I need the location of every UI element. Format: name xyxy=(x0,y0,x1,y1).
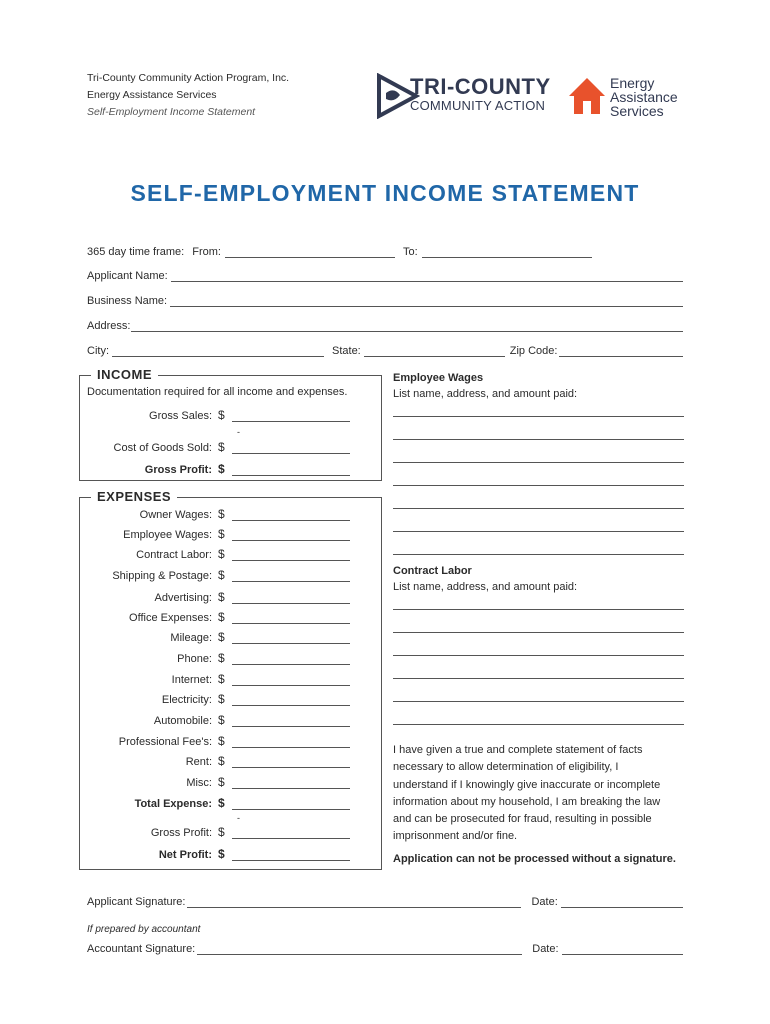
expense-row xyxy=(74,672,350,686)
employee-wages-line[interactable] xyxy=(393,439,684,440)
income-gross-profit-label: Gross Profit: xyxy=(144,464,212,476)
eas-text xyxy=(610,76,678,118)
expense-label: Phone: xyxy=(177,653,212,665)
expense-currency: $ xyxy=(218,568,225,582)
zip-field[interactable] xyxy=(559,345,683,357)
signature-required-note: Application can not be processed without a signature. xyxy=(393,853,676,865)
contract-labor-line[interactable] xyxy=(393,701,684,702)
expense-row xyxy=(74,630,350,644)
org-name: Tri-County Community Action Program, Inc. xyxy=(87,72,290,84)
accountant-signature-field[interactable] xyxy=(197,943,522,955)
expense-label: Mileage: xyxy=(170,632,212,644)
expense-currency: $ xyxy=(218,590,225,604)
expense-label: Office Expenses: xyxy=(129,612,212,624)
expense-row xyxy=(74,692,350,706)
gross-sales-currency: $ xyxy=(218,408,225,422)
applicant-name-label: Applicant Name: xyxy=(87,270,168,282)
eas-line1: Energy xyxy=(610,75,655,91)
employee-wages-line[interactable] xyxy=(393,554,684,555)
address-label: Address: xyxy=(87,320,131,332)
expense-label: Electricity: xyxy=(161,694,212,706)
expense-currency: $ xyxy=(218,672,225,686)
expense-label: Rent: xyxy=(185,756,212,768)
employee-wages-field[interactable] xyxy=(232,530,350,541)
net-profit-row xyxy=(74,847,350,861)
shipping-field[interactable] xyxy=(232,571,350,582)
state-field[interactable] xyxy=(364,345,505,357)
expense-label: Employee Wages: xyxy=(123,529,212,541)
electricity-field[interactable] xyxy=(232,695,350,706)
expense-row xyxy=(74,507,350,521)
internet-field[interactable] xyxy=(232,675,350,686)
business-name-row xyxy=(87,295,683,307)
contract-labor-title: Contract Labor xyxy=(393,565,472,577)
expense-currency: $ xyxy=(218,734,225,748)
employee-wages-line[interactable] xyxy=(393,416,684,417)
applicant-signature-label: Applicant Signature: xyxy=(87,896,186,908)
expense-minus: - xyxy=(237,813,240,823)
total-expense-label: Total Expense: xyxy=(134,798,212,810)
expense-row xyxy=(74,734,350,748)
gross-sales-label: Gross Sales: xyxy=(149,410,212,422)
contract-labor-line[interactable] xyxy=(393,632,684,633)
misc-field[interactable] xyxy=(232,778,350,789)
mileage-field[interactable] xyxy=(232,633,350,644)
employee-wages-line[interactable] xyxy=(393,462,684,463)
header-block xyxy=(87,70,289,121)
logo-main-line1: TRI-COUNTY xyxy=(410,74,551,99)
employee-wages-line[interactable] xyxy=(393,508,684,509)
accountant-date-field[interactable] xyxy=(562,943,683,955)
business-name-field[interactable] xyxy=(170,295,683,307)
expense-row xyxy=(74,590,350,604)
page-title: SELF-EMPLOYMENT INCOME STATEMENT xyxy=(130,180,640,206)
employee-wages-sub: List name, address, and amount paid: xyxy=(393,388,578,400)
expense-row xyxy=(74,775,350,789)
expenses-gross-profit-currency: $ xyxy=(218,825,225,839)
eas-line2: Assistance xyxy=(610,89,678,105)
net-profit-field[interactable] xyxy=(232,850,350,861)
expense-label: Owner Wages: xyxy=(139,509,212,521)
expense-label: Advertising: xyxy=(154,592,212,604)
expense-currency: $ xyxy=(218,527,225,541)
applicant-signature-row xyxy=(87,896,683,908)
income-gross-profit-currency: $ xyxy=(218,462,225,476)
expenses-gross-profit-field[interactable] xyxy=(232,828,350,839)
expense-label: Contract Labor: xyxy=(136,549,212,561)
contract-labor-field[interactable] xyxy=(232,550,350,561)
applicant-name-row xyxy=(87,270,683,282)
expense-row xyxy=(74,547,350,561)
house-icon xyxy=(567,76,607,116)
gross-sales-field[interactable] xyxy=(232,411,350,422)
rent-field[interactable] xyxy=(232,757,350,768)
timeframe-row xyxy=(87,246,687,258)
income-note: Documentation required for all income and expenses. xyxy=(87,386,348,398)
employee-wages-title: Employee Wages xyxy=(393,372,484,384)
expense-row xyxy=(74,754,350,768)
expense-label: Professional Fee's: xyxy=(118,736,212,748)
cogs-field[interactable] xyxy=(232,443,350,454)
expense-row xyxy=(74,568,350,582)
if-prepared-note: If prepared by accountant xyxy=(87,924,201,935)
city-field[interactable] xyxy=(112,345,324,357)
contract-labor-line[interactable] xyxy=(393,724,684,725)
tri-county-text xyxy=(410,76,551,113)
total-expense-row xyxy=(74,796,350,810)
expense-label: Automobile: xyxy=(153,715,212,727)
from-label: From: xyxy=(192,246,221,258)
city-label: City: xyxy=(87,345,109,357)
expenses-title: EXPENSES xyxy=(91,489,177,504)
address-field[interactable] xyxy=(131,320,683,332)
eas-line3: Services xyxy=(610,103,664,119)
expenses-gross-profit-label: Gross Profit: xyxy=(150,827,212,839)
address-row xyxy=(87,320,683,332)
cogs-label: Cost of Goods Sold: xyxy=(113,442,212,454)
contract-labor-line[interactable] xyxy=(393,655,684,656)
certification-statement: I have given a true and complete statement of facts necessary to allow determination of eligibility, I understand if I knowingly give inaccurate or incomplete information about my household, I am breaking the law and can be prosecuted for fraud, resulting in possible imprisonment and/or fine. xyxy=(393,744,661,843)
state-label: State: xyxy=(332,345,361,357)
applicant-signature-field[interactable] xyxy=(187,896,521,908)
accountant-date-label: Date: xyxy=(532,943,559,955)
automobile-field[interactable] xyxy=(232,716,350,727)
business-name-label: Business Name: xyxy=(87,295,168,307)
expense-currency: $ xyxy=(218,630,225,644)
income-gross-profit-row xyxy=(74,462,350,476)
cogs-currency: $ xyxy=(218,440,225,454)
income-gross-profit-field[interactable] xyxy=(232,465,350,476)
total-expense-field[interactable] xyxy=(232,799,350,810)
applicant-name-field[interactable] xyxy=(171,270,683,282)
expense-label: Internet: xyxy=(171,674,212,686)
contract-labor-line[interactable] xyxy=(393,678,684,679)
total-expense-currency: $ xyxy=(218,796,225,810)
cogs-minus: - xyxy=(237,427,240,437)
expense-row xyxy=(74,527,350,541)
expense-currency: $ xyxy=(218,754,225,768)
city-row xyxy=(87,345,683,357)
from-field[interactable] xyxy=(225,246,395,258)
expense-currency: $ xyxy=(218,507,225,521)
office-expenses-field[interactable] xyxy=(232,613,350,624)
timeframe-label: 365 day time frame: xyxy=(87,246,185,258)
employee-wages-line[interactable] xyxy=(393,531,684,532)
professional-fees-field[interactable] xyxy=(232,737,350,748)
phone-field[interactable] xyxy=(232,654,350,665)
expense-currency: $ xyxy=(218,547,225,561)
applicant-date-label: Date: xyxy=(531,896,558,908)
doc-name: Self-Employment Income Statement xyxy=(87,106,256,118)
expense-currency: $ xyxy=(218,775,225,789)
expense-currency: $ xyxy=(218,713,225,727)
to-field[interactable] xyxy=(422,246,592,258)
contract-labor-line[interactable] xyxy=(393,609,684,610)
logo-main-line2: COMMUNITY ACTION xyxy=(410,98,546,113)
net-profit-label: Net Profit: xyxy=(158,849,212,861)
expense-currency: $ xyxy=(218,610,225,624)
expense-row xyxy=(74,713,350,727)
expenses-gross-profit-row xyxy=(74,825,350,839)
accountant-signature-label: Accountant Signature: xyxy=(87,943,196,955)
net-profit-currency: $ xyxy=(218,847,225,861)
expense-currency: $ xyxy=(218,692,225,706)
employee-wages-line[interactable] xyxy=(393,485,684,486)
applicant-date-field[interactable] xyxy=(561,896,683,908)
gross-sales-row xyxy=(74,408,350,422)
expense-row xyxy=(74,651,350,665)
dept-name: Energy Assistance Services xyxy=(87,89,217,101)
zip-label: Zip Code: xyxy=(509,345,558,357)
expense-label: Shipping & Postage: xyxy=(112,570,212,582)
advertising-field[interactable] xyxy=(232,593,350,604)
expense-label: Misc: xyxy=(186,777,212,789)
expense-row xyxy=(74,610,350,624)
cogs-row xyxy=(74,440,350,454)
expense-currency: $ xyxy=(218,651,225,665)
owner-wages-field[interactable] xyxy=(232,510,350,521)
income-title: INCOME xyxy=(91,367,158,382)
accountant-signature-row xyxy=(87,943,683,955)
to-label: To: xyxy=(402,246,418,258)
contract-labor-sub: List name, address, and amount paid: xyxy=(393,581,578,593)
